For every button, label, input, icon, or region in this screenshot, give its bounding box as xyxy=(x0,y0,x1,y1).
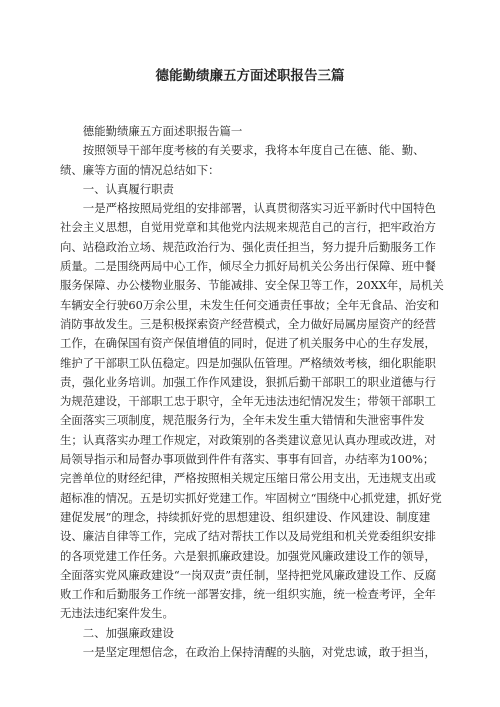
section-heading: 一、认真履行职责 xyxy=(82,181,174,196)
document-title: 德能勤绩廉五方面述职报告三篇 xyxy=(155,68,345,84)
intro-paragraph: 按照领导干部年度考核的有关要求，我将本年度自己在德、能、勤、绩、廉等方面的情况总结如下： xyxy=(60,143,425,177)
document-body xyxy=(60,122,445,662)
body-paragraph: 一是坚定理想信念，在政治上保持清醒的头脑，对党忠诚，敢于担当， xyxy=(82,645,436,660)
body-paragraph: 一是严格按照局党组的安排部署，认真贯彻落实习近平新时代中国特色社会主义思想，自觉用党章和其他党内法规来规范自己的言行，把牢政治方向、站稳政治立场、规范政治行为、强化责任担当，努力提升后勤服务工作质量。二是围绕两局中心工作，倾尽全力抓好局机关公务出行保障、班中餐服务保障、办公楼物业服务、节能减排、安全保卫等工作，20XX年，局机关车辆安全行驶60万余公里，未发生任何交通责任事故；全年无食品、治安和消防事故发生。三是积极探索资产经营模式，全力做好局属房屋资产的经营工作，在确保国有资产保值增值的同时，促进了机关服务中心的生存发展，维护了干部职工队伍稳定。四是加强队伍管理。严格绩效考核，细化职能职责，强化业务培训。加强工作作风建设，狠抓后勤干部职工的职业道德与行为规范建设，干部职工忠于职守，全年无违法违纪情况发生；带领干部职工全面落实三项制度，规范服务行为，全年未发生重大错情和失泄密事件发生；认真落实办理工作规定，对政策别的各类建议意见认真办理或改进，对局领导指示和局督办事项做到件件有落实、事事有回音，办结率为100%；完善单位的财经纪律，严格按照相关规定压缩日常公用支出，无违规支出或超标准的情况。五是切实抓好党建工作。牢固树立“围绕中心抓党建，抓好党建促发展”的理念，持续抓好党的思想建设、组织建设、作风建设、制度建设、廉洁自律等工作，完成了结对帮扶工作以及局党组和机关党委组织安排的各项党建工作任务。六是狠抓廉政建设。加强党风廉政建设工作的领导，全面落实党风廉政建设“一岗双责”责任制，坚持把党风廉政建设工作、反腐败工作和后勤服务工作统一部署安排，统一组织实施，统一检查考评，全年无违法违纪案件发生。 xyxy=(60,201,444,621)
section-heading: 二、加强廉政建设 xyxy=(82,625,174,640)
section-heading: 德能勤绩廉五方面述职报告篇一 xyxy=(82,124,243,138)
